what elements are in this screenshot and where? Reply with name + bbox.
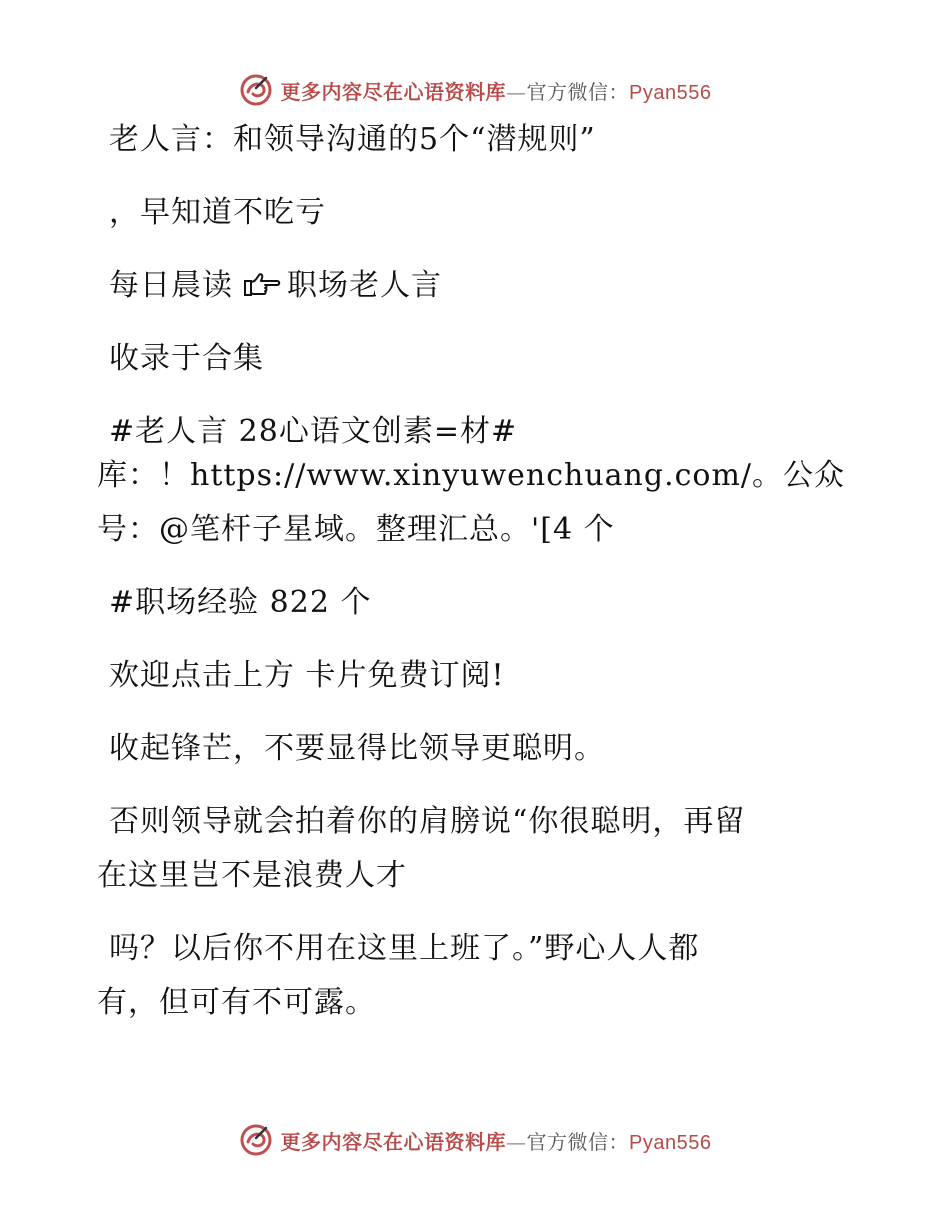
paragraph-3-line-2: 有，但可有不可露。 <box>97 985 376 1020</box>
collection-label: 收录于合集 <box>109 341 264 376</box>
series-line <box>97 268 857 304</box>
article-body <box>97 122 857 1021</box>
watermark-text: 更多内容尽在心语资料库—官方微信：Pyan556 <box>280 1129 712 1154</box>
swirl-logo-icon <box>239 1123 273 1157</box>
paragraph-1: 收起锋芒，不要显得比领导更聪明。 <box>109 731 605 766</box>
header-watermark <box>0 70 950 110</box>
series-prefix: 每日晨读 <box>109 268 233 303</box>
article-title-line-2: ，早知道不吃亏 <box>109 195 326 230</box>
tag-career-experience[interactable]: #职场经验 822 个 <box>109 585 372 620</box>
article-title-line-1: 老人言：和领导沟通的5个“潜规则” <box>109 122 596 157</box>
swirl-logo-icon <box>239 73 273 107</box>
footer-watermark <box>0 1120 950 1160</box>
source-line-1: 库：！https://www.xinyuwenchuang.com/。公众 <box>97 458 846 493</box>
series-name: 职场老人言 <box>287 268 442 303</box>
paragraph-2-line-1: 否则领导就会拍着你的肩膀说“你很聪明，再留 <box>109 804 746 839</box>
tag-laorenyan[interactable]: #老人言 28心语文创素=材# <box>109 414 518 449</box>
watermark-text: 更多内容尽在心语资料库—官方微信：Pyan556 <box>280 79 712 104</box>
paragraph-2-line-2: 在这里岂不是浪费人才 <box>97 858 407 893</box>
pointing-hand-icon <box>243 272 281 298</box>
subscribe-prompt: 欢迎点击上方 卡片免费订阅! <box>109 658 505 693</box>
source-line-2: 号：@笔杆子星域。整理汇总。'[4 个 <box>97 512 615 547</box>
paragraph-3-line-1: 吗？以后你不用在这里上班了。”野心人人都 <box>109 931 700 966</box>
